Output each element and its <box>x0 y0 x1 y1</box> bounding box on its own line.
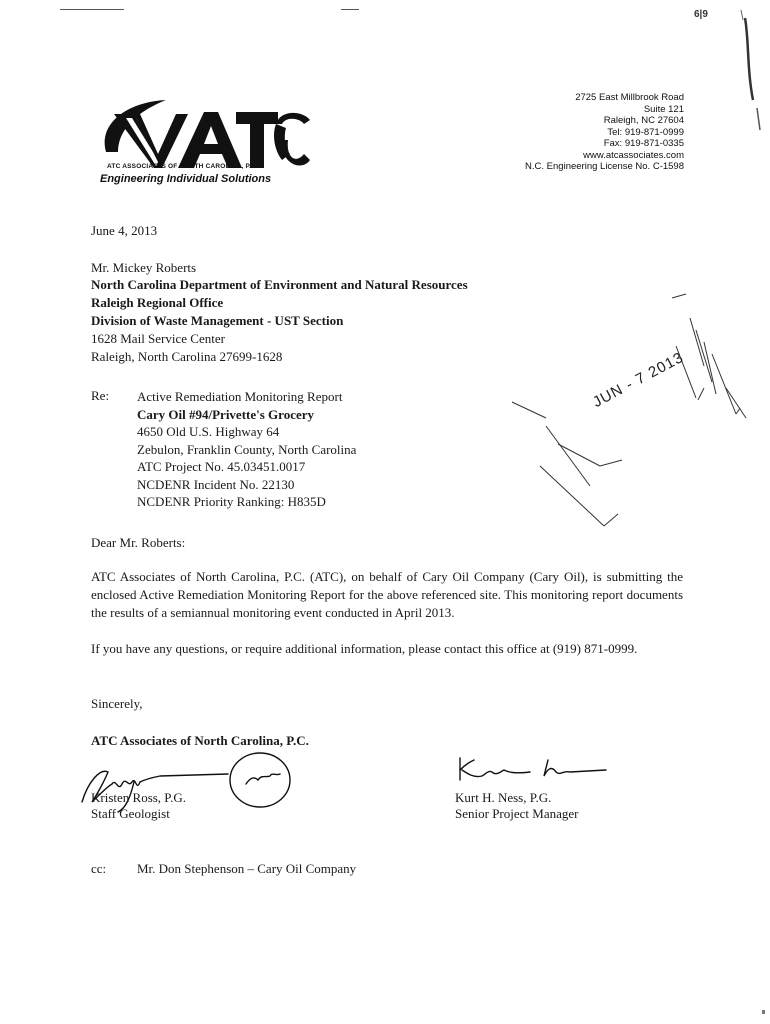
recipient-office: Raleigh Regional Office <box>91 295 224 310</box>
letter-date: June 4, 2013 <box>91 223 158 238</box>
re-label: Re: <box>91 388 110 403</box>
cc-recipient: Mr. Don Stephenson – Cary Oil Company <box>137 861 357 876</box>
signature-kurt-ness <box>452 752 622 792</box>
re-project-number: ATC Project No. 45.03451.0017 <box>137 459 306 474</box>
re-priority-ranking: NCDENR Priority Ranking: H835D <box>137 494 326 509</box>
recipient-street: 1628 Mail Service Center <box>91 331 225 346</box>
recipient-city: Raleigh, North Carolina 27699-1628 <box>91 349 283 364</box>
closing: Sincerely, <box>91 696 143 711</box>
logo-tagline: Engineering Individual Solutions <box>100 173 272 185</box>
re-address-line: Zebulon, Franklin County, North Carolina <box>137 441 357 457</box>
signer-title: Senior Project Manager <box>455 806 579 821</box>
scan-mark-top-left <box>60 9 124 10</box>
scan-speck <box>762 1010 765 1014</box>
re-address-line: 4650 Old U.S. Highway 64 <box>137 424 280 439</box>
received-stamp <box>500 290 750 530</box>
signature-company: ATC Associates of North Carolina, P.C. <box>91 733 309 748</box>
address-line: N.C. Engineering License No. C-1598 <box>525 161 684 172</box>
atc-logo <box>96 94 312 184</box>
logo-company-line: ATC ASSOCIATES OF NORTH CAROLINA, P.C. <box>107 163 259 170</box>
address-line: www.atcassociates.com <box>583 149 684 161</box>
signer-name: Kristen Ross, P.G. <box>91 790 186 805</box>
re-subject: Active Remediation Monitoring Report <box>137 389 343 404</box>
recipient-division: Division of Waste Management - UST Section <box>91 313 344 328</box>
address-line: Raleigh, NC 27604 <box>603 115 684 126</box>
signer-title: Staff Geologist <box>91 806 170 821</box>
cc-label: cc: <box>91 861 107 876</box>
re-incident-number: NCDENR Incident No. 22130 <box>137 476 295 492</box>
re-site-name: Cary Oil #94/Privette's Grocery <box>137 406 315 422</box>
scan-mark-top-center <box>341 9 359 10</box>
body-paragraph-2: If you have any questions, or require additional information, please contact this office at (919) 871-0999. <box>91 641 638 656</box>
letterhead-address <box>424 92 684 173</box>
salutation: Dear Mr. Roberts: <box>91 535 186 550</box>
scan-edge-mark <box>735 0 765 140</box>
address-line: Suite 121 <box>643 103 684 115</box>
address-line: 2725 East Millbrook Road <box>575 92 684 103</box>
page-mark: 6|9 <box>694 9 708 20</box>
recipient-org: North Carolina Department of Environment and Natural Resources <box>91 277 468 292</box>
recipient-name: Mr. Mickey Roberts <box>91 260 197 275</box>
address-line: Tel: 919-871-0999 <box>607 126 684 138</box>
re-details <box>137 388 356 511</box>
body-paragraph-1: ATC Associates of North Carolina, P.C. (ATC), on behalf of Cary Oil Company (Cary Oil), is submitting the enclosed Active Remediation Monitoring Report for the above referenced site. This monitoring report documents the results of a semiannual monitoring event conducted in April 2013. <box>91 569 683 620</box>
received-stamp-date: JUN - 7 2013 <box>590 348 687 412</box>
address-line: Fax: 919-871-0335 <box>603 138 684 149</box>
signer-name: Kurt H. Ness, P.G. <box>455 790 552 805</box>
